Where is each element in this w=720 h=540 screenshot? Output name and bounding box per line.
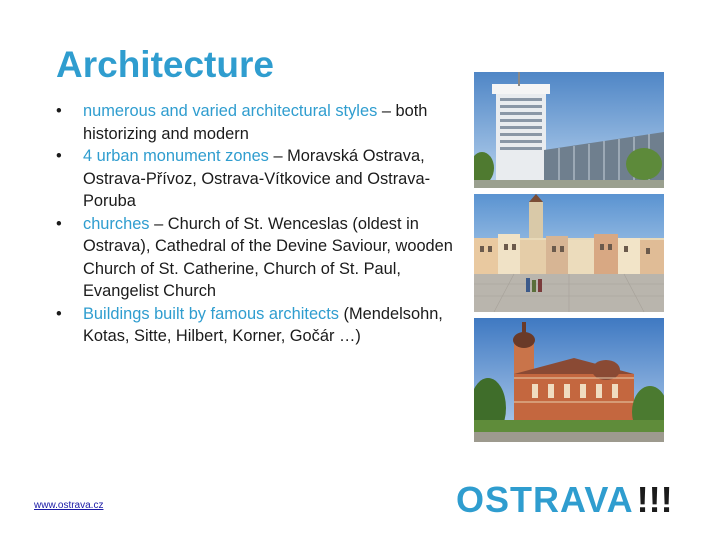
bullet-lead: Buildings built by famous architects [83,304,339,323]
bullet-glyph: • [56,304,62,323]
bullet-list [56,100,456,348]
bullet-item [56,213,456,303]
bullet-lead: churches [83,214,150,233]
modern-building-photo [474,72,664,188]
bullet-glyph: • [56,102,62,120]
bullet-item [56,100,456,145]
bullet-text: – Moravská Ostrava, Ostrava-Přívoz, Ostrava-Vítkovice and Ostrava-Poruba [83,147,431,210]
slide-title: Architecture [56,44,274,85]
cathedral-photo [474,318,664,442]
bullet-glyph: • [56,214,62,233]
bullet-item [56,145,456,213]
bullet-glyph: • [56,147,62,165]
bullet-text: – Church of St. Wenceslas (oldest in Ostrava), Cathedral of the Devine Saviour, wooden Church of St. Catherine, Church of St. Paul, Evangelist Church [83,214,453,300]
logo-wordmark: OSTRAVA [456,479,634,520]
bullet-item [56,303,456,348]
ostrava-logo [456,480,673,520]
bullet-text: – both historizing and modern [83,102,428,143]
website-link[interactable]: www.ostrava.cz [34,500,104,511]
town-square-photo [474,194,664,312]
bullet-text: (Mendelsohn, Kotas, Sitte, Hilbert, Korner, Gočár …) [83,304,443,345]
logo-exclamations: !!! [636,479,673,520]
bullet-lead: numerous and varied architectural styles [83,102,378,120]
bullet-lead: 4 urban monument zones [83,147,269,165]
